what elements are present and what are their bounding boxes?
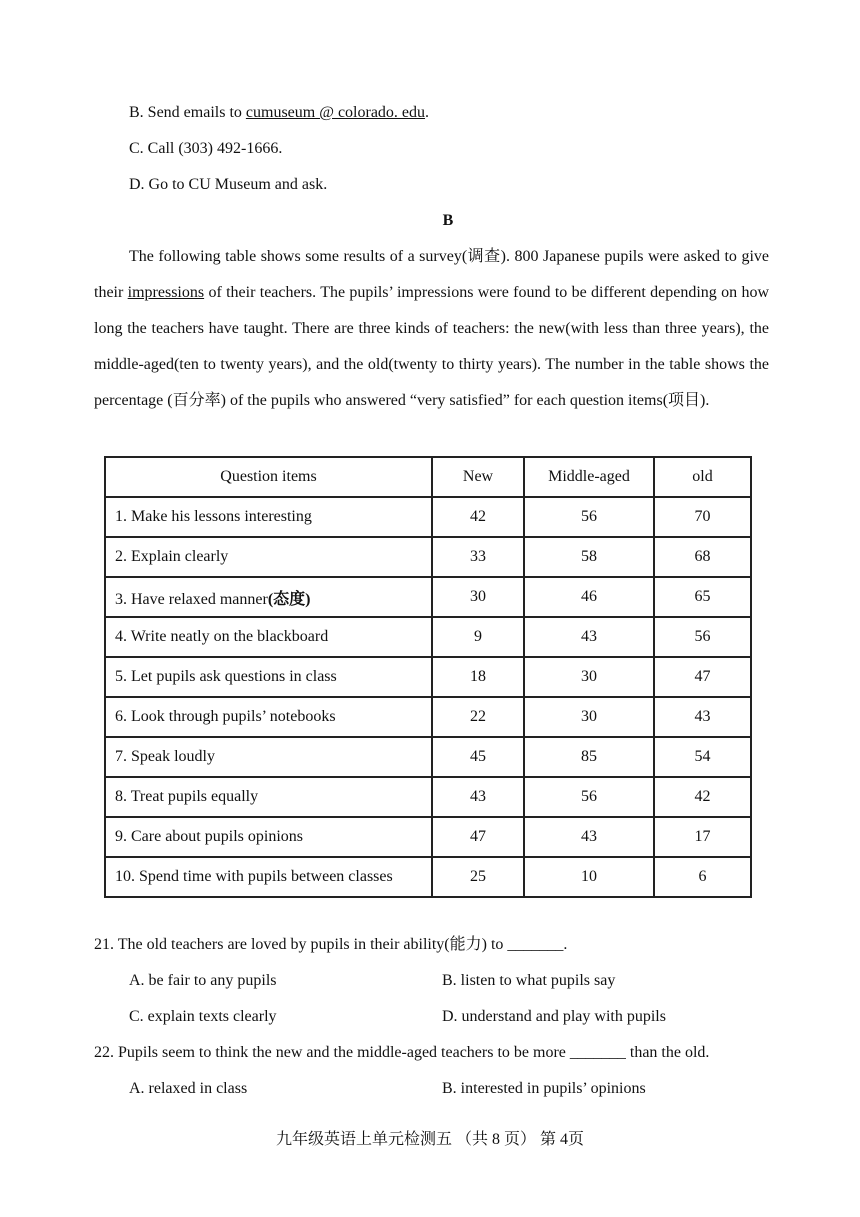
old-cell: 56	[654, 617, 751, 657]
item-cell: 9. Care about pupils opinions	[105, 817, 432, 857]
item-bold-text: (态度)	[267, 590, 311, 608]
old-cell: 65	[654, 577, 751, 617]
question-21-stem: 21. The old teachers are loved by pupils in their ability(能力) to _______.	[94, 936, 568, 953]
table-row	[105, 617, 751, 657]
option-suffix: .	[425, 104, 430, 121]
section-label: B	[442, 212, 454, 229]
option-c-call: C. Call (303) 492-1666.	[129, 140, 283, 157]
passage-part2: of their teachers. The pupils’ impressions were found to be different depending on how long the teachers have taught. There are three kinds of teachers: the new(with less than three years), the middle-aged(ten to twenty years), and the old(twenty to thirty years). The number in the table shows the percentage (百分率) of the pupils who answered “very satisfied” for each question items(项目).	[94, 284, 769, 409]
item-cell: 4. Write neatly on the blackboard	[105, 617, 432, 657]
header-new: New	[432, 457, 524, 497]
table-row	[105, 857, 751, 897]
survey-table	[104, 456, 752, 898]
old-cell: 47	[654, 657, 751, 697]
old-cell: 6	[654, 857, 751, 897]
item-cell: 5. Let pupils ask questions in class	[105, 657, 432, 697]
middle-cell: 30	[524, 657, 654, 697]
header-question-items: Question items	[105, 457, 432, 497]
item-cell: 7. Speak loudly	[105, 737, 432, 777]
new-cell: 22	[432, 697, 524, 737]
middle-cell: 56	[524, 777, 654, 817]
new-cell: 18	[432, 657, 524, 697]
item-cell: 6. Look through pupils’ notebooks	[105, 697, 432, 737]
question-22-stem: 22. Pupils seem to think the new and the middle-aged teachers to be more _______ than the old.	[94, 1044, 710, 1061]
question-21-option-b[interactable]: B. listen to what pupils say	[442, 972, 616, 989]
new-cell: 9	[432, 617, 524, 657]
item-cell: 10. Spend time with pupils between classes	[105, 857, 432, 897]
passage-underlined-word: impressions	[127, 284, 205, 301]
table-row	[105, 777, 751, 817]
new-cell: 47	[432, 817, 524, 857]
middle-cell: 58	[524, 537, 654, 577]
option-b-email	[129, 103, 429, 123]
new-cell: 42	[432, 497, 524, 537]
email-link[interactable]: cumuseum @ colorado. edu	[245, 104, 426, 121]
middle-cell: 30	[524, 697, 654, 737]
table-row	[105, 737, 751, 777]
middle-cell: 43	[524, 817, 654, 857]
new-cell: 43	[432, 777, 524, 817]
item-cell: 2. Explain clearly	[105, 537, 432, 577]
middle-cell: 10	[524, 857, 654, 897]
table-row	[105, 577, 751, 617]
new-cell: 25	[432, 857, 524, 897]
option-d-visit: D. Go to CU Museum and ask.	[129, 176, 328, 193]
old-cell: 54	[654, 737, 751, 777]
middle-cell: 46	[524, 577, 654, 617]
middle-cell: 43	[524, 617, 654, 657]
item-cell: 8. Treat pupils equally	[105, 777, 432, 817]
table-row	[105, 697, 751, 737]
table-header-row	[105, 457, 751, 497]
old-cell: 70	[654, 497, 751, 537]
old-cell: 68	[654, 537, 751, 577]
old-cell: 43	[654, 697, 751, 737]
item-cell: 1. Make his lessons interesting	[105, 497, 432, 537]
question-21-option-d[interactable]: D. understand and play with pupils	[442, 1008, 666, 1025]
item-text: 3. Have relaxed manner	[115, 590, 268, 608]
header-old: old	[654, 457, 751, 497]
new-cell: 30	[432, 577, 524, 617]
question-21-option-a[interactable]: A. be fair to any pupils	[129, 972, 277, 989]
middle-cell: 85	[524, 737, 654, 777]
new-cell: 45	[432, 737, 524, 777]
table-row	[105, 657, 751, 697]
passage-part1: The following table shows some results of a survey(调查). 800 Japanese pupils were asked to give their	[94, 248, 769, 301]
middle-cell: 56	[524, 497, 654, 537]
question-21-option-c[interactable]: C. explain texts clearly	[129, 1008, 277, 1025]
passage	[94, 239, 769, 419]
table-row	[105, 817, 751, 857]
question-22-option-a[interactable]: A. relaxed in class	[129, 1080, 248, 1097]
new-cell: 33	[432, 537, 524, 577]
header-middle-aged: Middle-aged	[524, 457, 654, 497]
old-cell: 42	[654, 777, 751, 817]
table-row	[105, 497, 751, 537]
old-cell: 17	[654, 817, 751, 857]
item-cell	[105, 577, 432, 617]
option-text: B. Send emails to	[129, 104, 246, 121]
page-footer: 九年级英语上单元检测五 （共 8 页） 第 4页	[275, 1131, 584, 1148]
table-row	[105, 537, 751, 577]
question-22-option-b[interactable]: B. interested in pupils’ opinions	[442, 1080, 646, 1097]
